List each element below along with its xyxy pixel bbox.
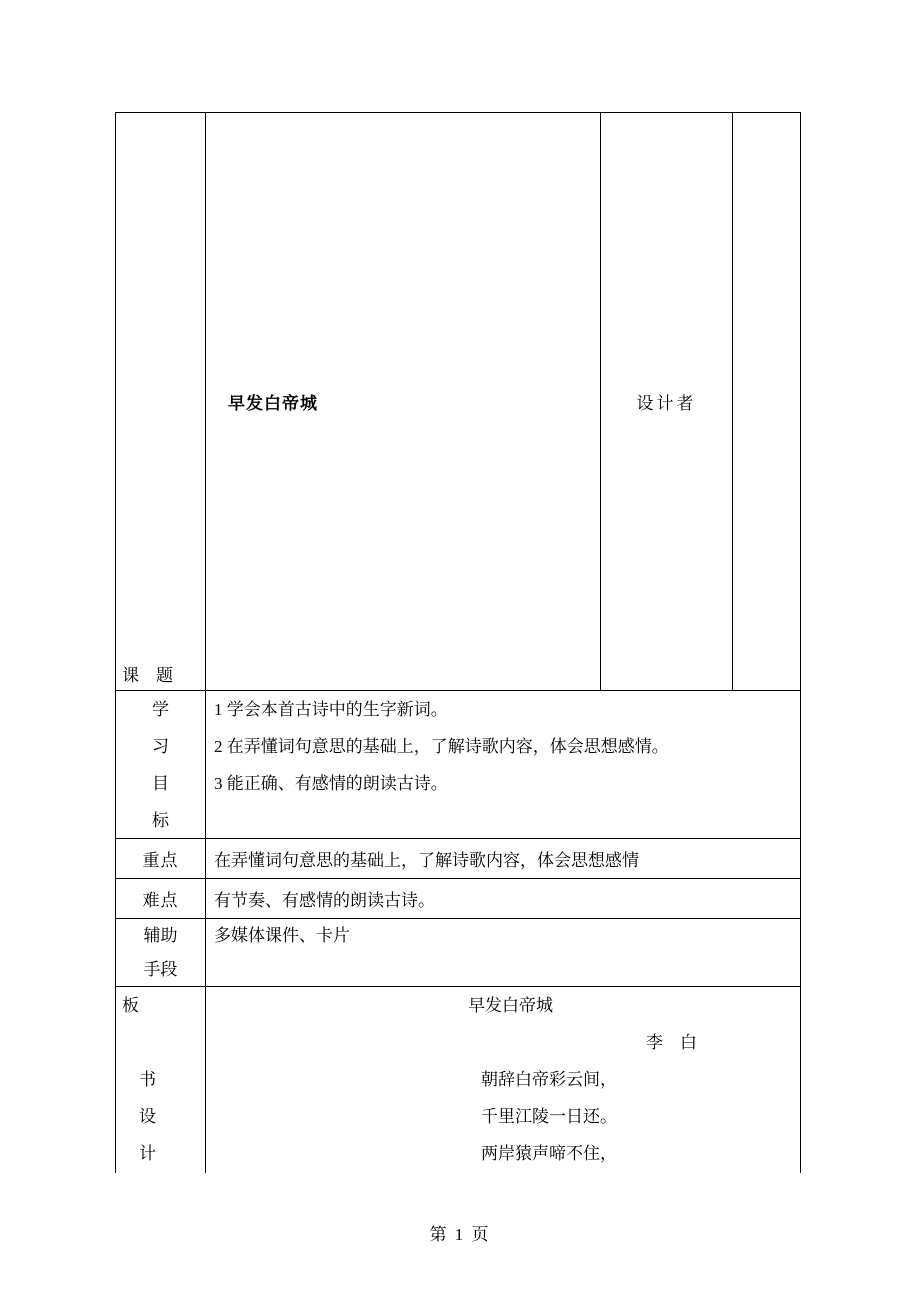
objectives-label-char: 学 bbox=[152, 700, 169, 719]
board-label-char: 板 bbox=[122, 996, 139, 1015]
designer-value-cell bbox=[733, 113, 801, 691]
page-footer bbox=[0, 1222, 920, 1248]
objectives-content-cell bbox=[206, 691, 801, 839]
board-content-cell bbox=[206, 987, 801, 1173]
objectives-label-char: 习 bbox=[152, 737, 169, 756]
table-row-difficulty bbox=[116, 879, 801, 919]
page-number: 第 1 页 bbox=[429, 1225, 491, 1244]
board-label-cell bbox=[116, 987, 206, 1173]
difficulty-text: 有节奏、有感情的朗读古诗。 bbox=[214, 891, 435, 910]
board-poem-verses bbox=[206, 1061, 800, 1172]
designer-label-cell bbox=[601, 113, 733, 691]
aids-content-cell bbox=[206, 919, 801, 987]
difficulty-label: 难点 bbox=[142, 891, 179, 910]
aids-label-line: 辅助 bbox=[143, 926, 178, 945]
table-row-keypoint bbox=[116, 839, 801, 879]
course-title: 早发白帝城 bbox=[228, 394, 318, 413]
difficulty-label-cell bbox=[116, 879, 206, 919]
objective-item: 1 学会本首古诗中的生字新词。 bbox=[214, 700, 448, 719]
designer-label: 设计者 bbox=[636, 394, 697, 413]
objectives-label-char: 目 bbox=[152, 774, 169, 793]
table-row-objectives bbox=[116, 691, 801, 839]
aids-label-line: 手段 bbox=[143, 960, 178, 979]
objective-item: 3 能正确、有感情的朗读古诗。 bbox=[214, 774, 448, 793]
board-label-char: 书 bbox=[139, 1070, 156, 1089]
keypoint-content-cell bbox=[206, 839, 801, 879]
objectives-label-cell bbox=[116, 691, 206, 839]
objectives-list bbox=[206, 691, 800, 802]
difficulty-content-cell bbox=[206, 879, 801, 919]
board-label bbox=[116, 987, 205, 1172]
keypoint-text: 在弄懂词句意思的基础上，了解诗歌内容，体会思想感情 bbox=[214, 851, 639, 870]
course-title-label-cell bbox=[116, 113, 206, 691]
table-row-aids bbox=[116, 919, 801, 987]
board-verse-line: 千里江陵一日还。 bbox=[481, 1107, 617, 1126]
board-poem-author: 李 白 bbox=[646, 1033, 697, 1052]
board-verse-line: 两岸猿声啼不住， bbox=[481, 1144, 617, 1163]
keypoint-label: 重点 bbox=[142, 851, 179, 870]
aids-label-cell bbox=[116, 919, 206, 987]
table-row-title bbox=[116, 113, 801, 691]
lesson-plan-table bbox=[115, 112, 801, 1173]
objective-item: 2 在弄懂词句意思的基础上，了解诗歌内容，体会思想感情。 bbox=[214, 737, 669, 756]
aids-label bbox=[116, 919, 205, 979]
board-label-char: 计 bbox=[139, 1144, 156, 1163]
table-row-board-design bbox=[116, 987, 801, 1173]
objectives-label-char: 标 bbox=[152, 811, 169, 830]
aids-text: 多媒体课件、卡片 bbox=[214, 926, 350, 945]
board-label-char: 设 bbox=[139, 1107, 156, 1126]
course-title-cell bbox=[206, 113, 601, 691]
board-verse-line: 朝辞白帝彩云间， bbox=[481, 1070, 617, 1089]
course-title-label: 课 题 bbox=[122, 666, 173, 685]
objectives-label bbox=[116, 691, 205, 830]
board-label-char bbox=[116, 1024, 205, 1061]
board-poem-title: 早发白帝城 bbox=[468, 996, 553, 1015]
keypoint-label-cell bbox=[116, 839, 206, 879]
